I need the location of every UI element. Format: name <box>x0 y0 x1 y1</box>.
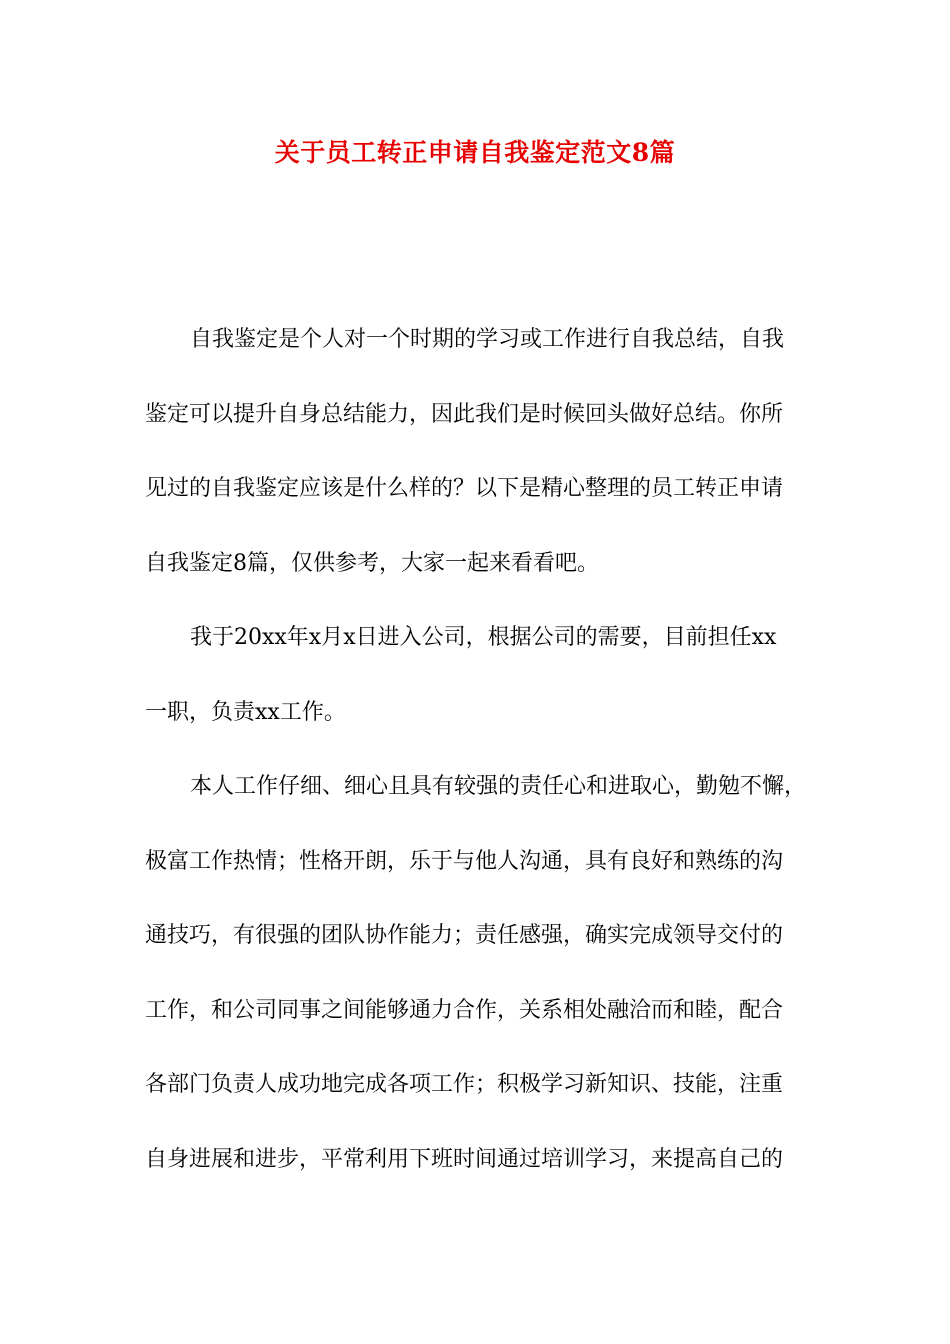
paragraph-line: 工作，和公司同事之间能够通力合作，关系相处融洽而和睦，配合 <box>145 997 784 1023</box>
document-body <box>145 318 810 1212</box>
paragraph-line: 鉴定可以提升自身总结能力，因此我们是时候回头做好总结。你所 <box>145 401 784 427</box>
paragraph-line: 通技巧，有很强的团队协作能力；责任感强，确实完成领导交付的 <box>145 923 784 948</box>
paragraph-line: 我于20xx年x月x日进入公司，根据公司的需要，目前担任xx <box>190 625 777 650</box>
paragraph-line: 各部门负责人成功地完成各项工作；积极学习新知识、技能，注重 <box>145 1072 784 1097</box>
paragraph-line: 本人工作仔细、细心且具有较强的责任心和进取心，勤勉不懈， <box>190 774 807 799</box>
paragraph-line: 见过的自我鉴定应该是什么样的？以下是精心整理的员工转正申请 <box>145 476 784 501</box>
paragraph-line: 自我鉴定是个人对一个时期的学习或工作进行自我总结，自我 <box>190 327 785 352</box>
paragraph-line: 一职，负责xx工作。 <box>145 699 346 725</box>
paragraph-line: 自身进展和进步，平常利用下班时间通过培训学习，来提高自己的 <box>145 1146 784 1172</box>
document-title: 关于员工转正申请自我鉴定范文8篇 <box>274 138 676 167</box>
paragraph-line: 极富工作热情；性格开朗，乐于与他人沟通，具有良好和熟练的沟 <box>145 848 784 874</box>
paragraph-line: 自我鉴定8篇，仅供参考，大家一起来看看吧。 <box>145 550 599 576</box>
